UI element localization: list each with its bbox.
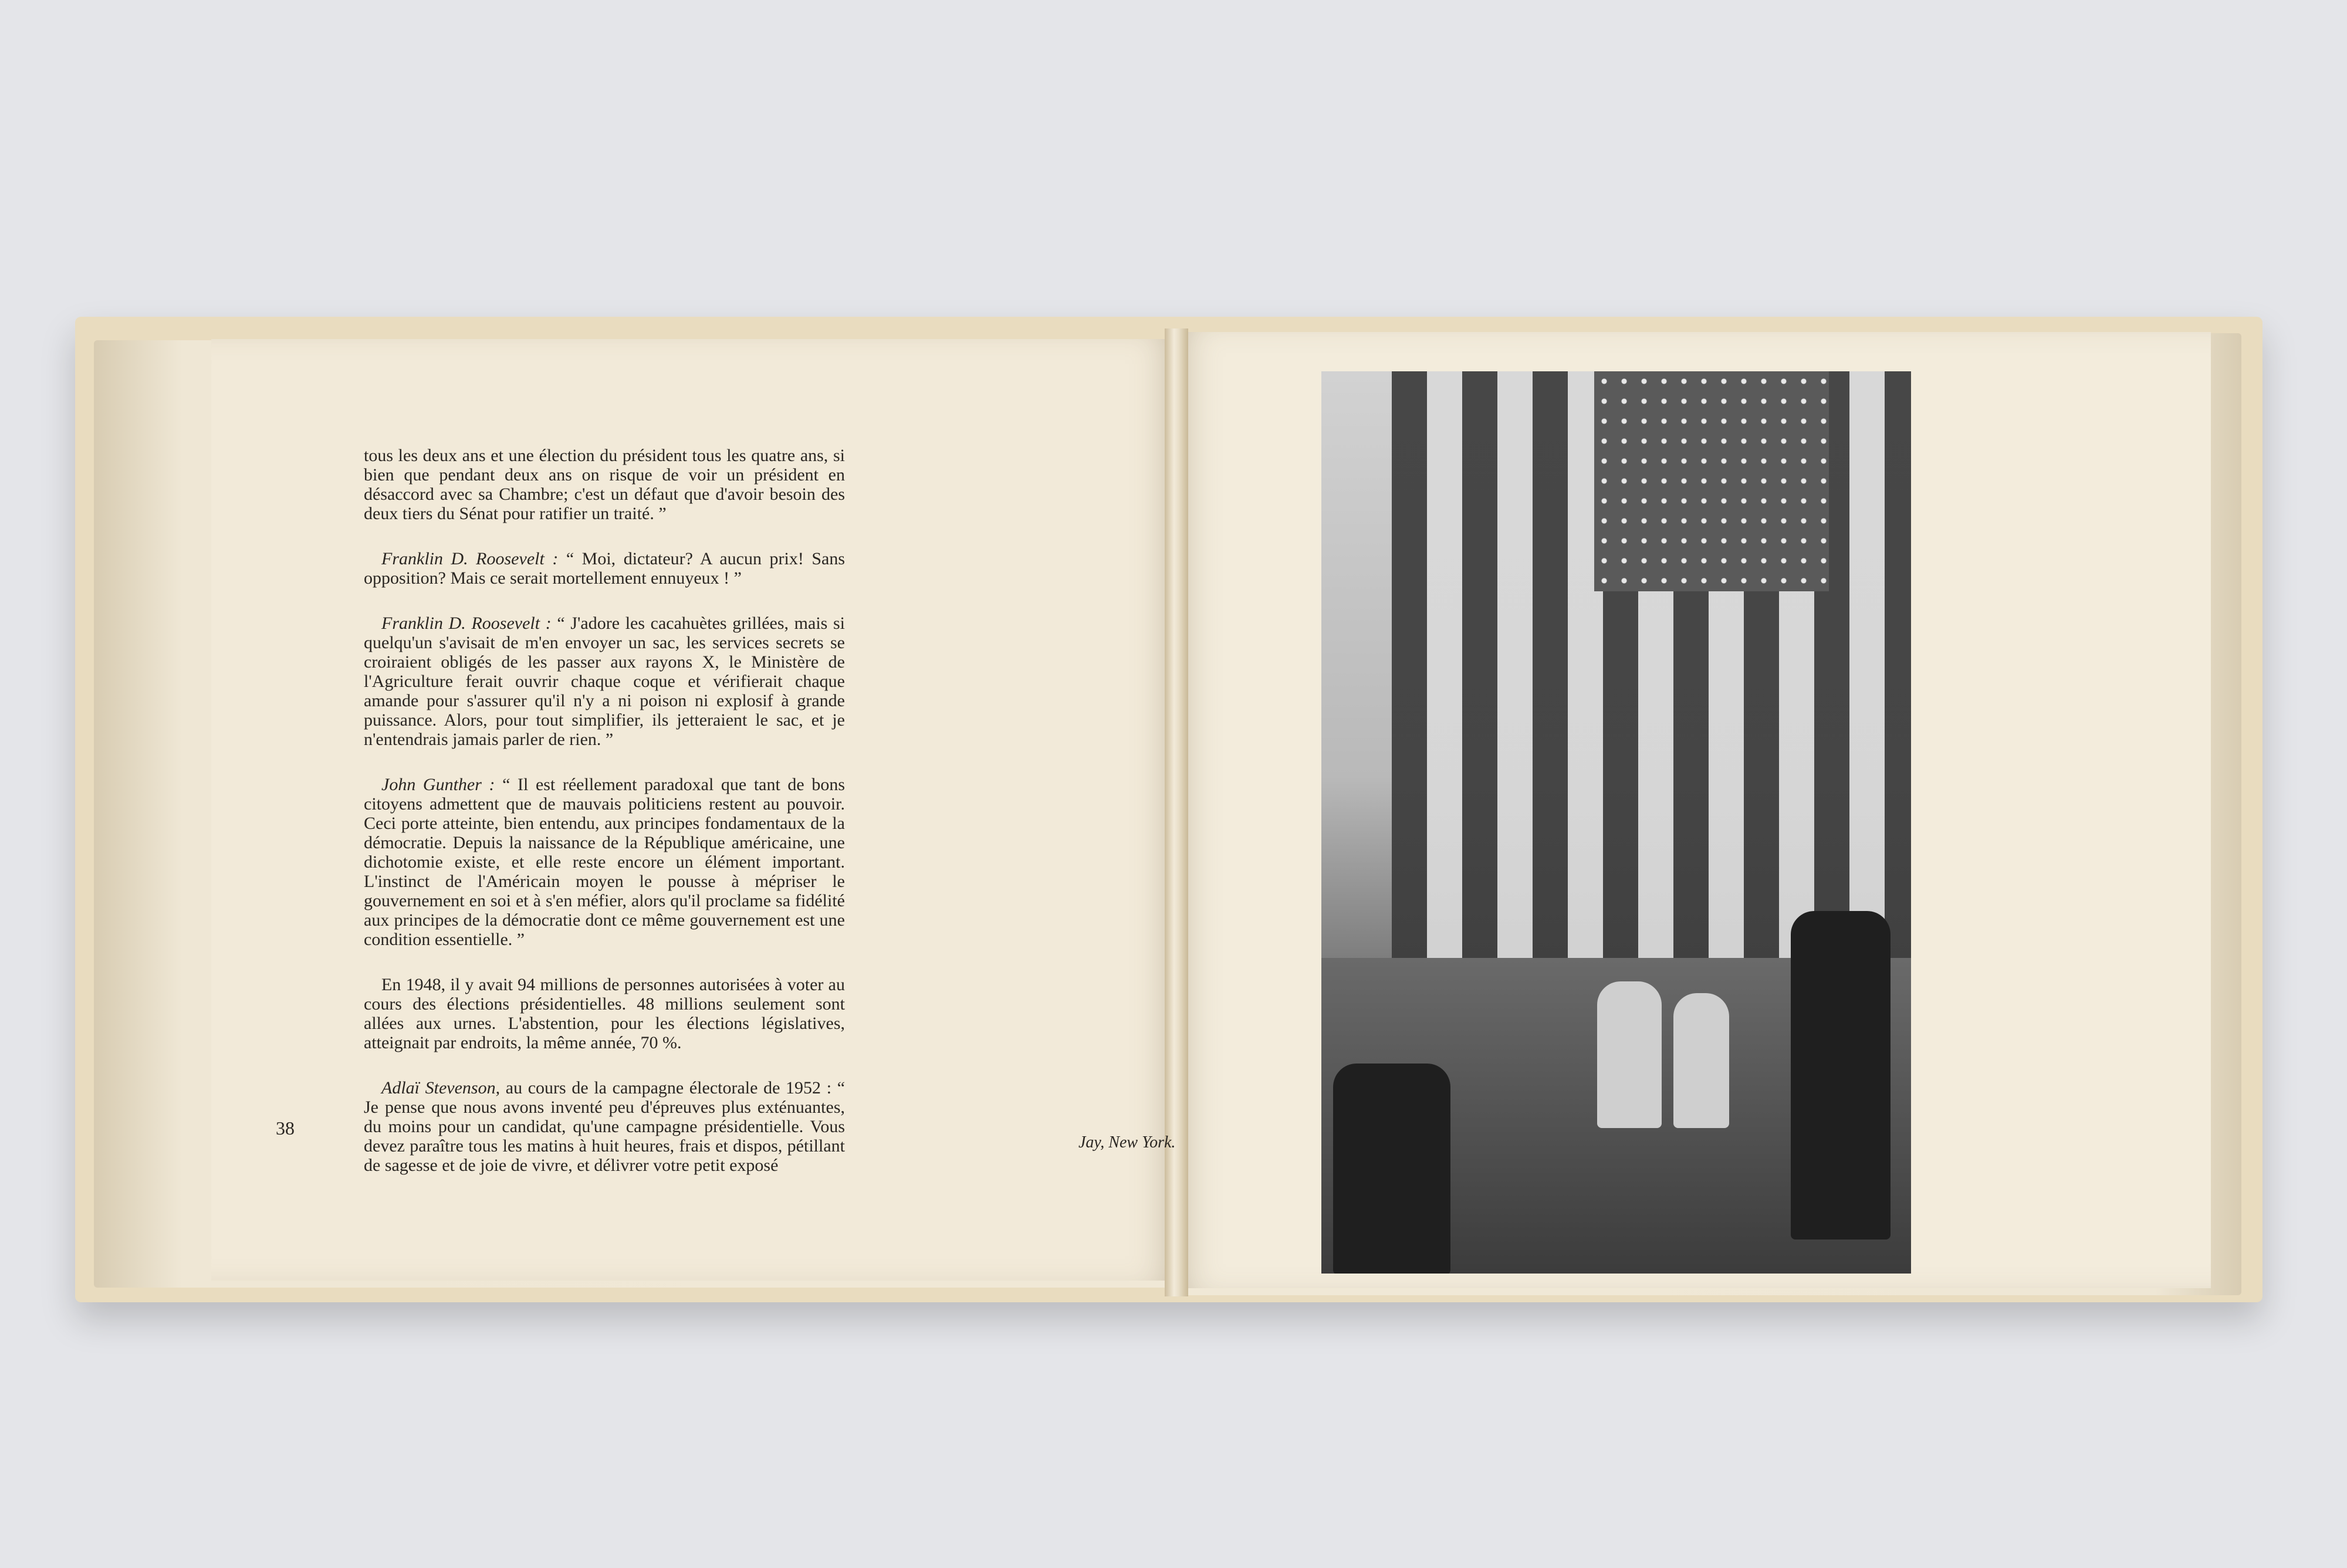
paragraph <box>364 1078 845 1175</box>
person-figure <box>1333 1064 1450 1274</box>
page-number: 38 <box>276 1117 295 1139</box>
speaker-name: Adlaï Stevenson, <box>381 1078 500 1098</box>
speaker-name: John Gunther : <box>381 775 495 794</box>
paragraph <box>364 614 845 749</box>
paragraph-text: “ J'adore les cacahuètes grillées, mais si quelqu'un s'avisait de m'en envoyer un sac, les services secrets se croiraient obligés de les passer aux rayons X, le Ministère de l'Agriculture ferait ouvrir chaque coque et vérifierait chaque amande pour s'assurer qu'il n'y a ni poison ni explosif à grande puissance. Alors, pour tout simplifier, ils jetteraient le sac, et je n'entendrais jamais parler de rien. ” <box>364 614 845 749</box>
paragraph-text: au cours de la campagne électorale de 1952 : “ Je pense que nous avons inventé peu d'épreuves plus exténuantes, du moins pour un candidat, qu'une campagne présidentielle. Vous devez paraître tous les matins à huit heures, frais et dispos, pétillant de sagesse et de joie de vivre, et délivrer votre petit exposé <box>364 1078 846 1175</box>
paragraph-text: “ Il est réellement paradoxal que tant de bons citoyens admettent que de mauvais politiciens restent au pouvoir. Ceci porte atteinte, bien entendu, aux principes fondamentaux de la démocratie. Depuis la naissance de la République américaine, une dichotomie existe, et elle reste encore un élément important. L'instinct de l'Américain moyen le pousse à mépriser le gouvernement en soi et à s'en méfier, alors qu'il proclame sa fidélité aux principes de la démocratie dont ce même gouvernement est une condition essentielle. ” <box>364 775 846 949</box>
flag-photograph <box>1321 371 1911 1274</box>
photo-caption: Jay, New York. <box>1078 1133 1176 1152</box>
paragraph-text: En 1948, il y avait 94 millions de personnes autorisées à voter au cours des élections présidentielles. 48 millions seulement sont allées aux urnes. L'abstention, pour les élections législatives, atteignait par endroits, la même année, 70 %. <box>364 975 845 1052</box>
paragraph <box>364 775 845 949</box>
person-figure <box>1673 993 1729 1128</box>
paragraph <box>364 446 845 523</box>
paragraph-text: “ Moi, dictateur? A aucun prix! Sans opposition? Mais ce serait mortellement ennuyeux ! ” <box>364 549 846 588</box>
speaker-name: Franklin D. Roosevelt : <box>381 614 552 633</box>
person-figure <box>1791 911 1891 1240</box>
paragraph <box>364 975 845 1052</box>
paragraph-text: tous les deux ans et une élection du président tous les quatre ans, si bien que pendant deux ans on risque de voir un président en désaccord avec sa Chambre; c'est un défaut que d'avoir besoin des deux tiers du Sénat pour ratifier un traité. ” <box>364 446 845 523</box>
left-page-text <box>364 446 845 1201</box>
flag-canton <box>1594 371 1829 591</box>
person-figure <box>1597 981 1662 1128</box>
paragraph <box>364 549 845 588</box>
speaker-name: Franklin D. Roosevelt : <box>381 549 559 568</box>
